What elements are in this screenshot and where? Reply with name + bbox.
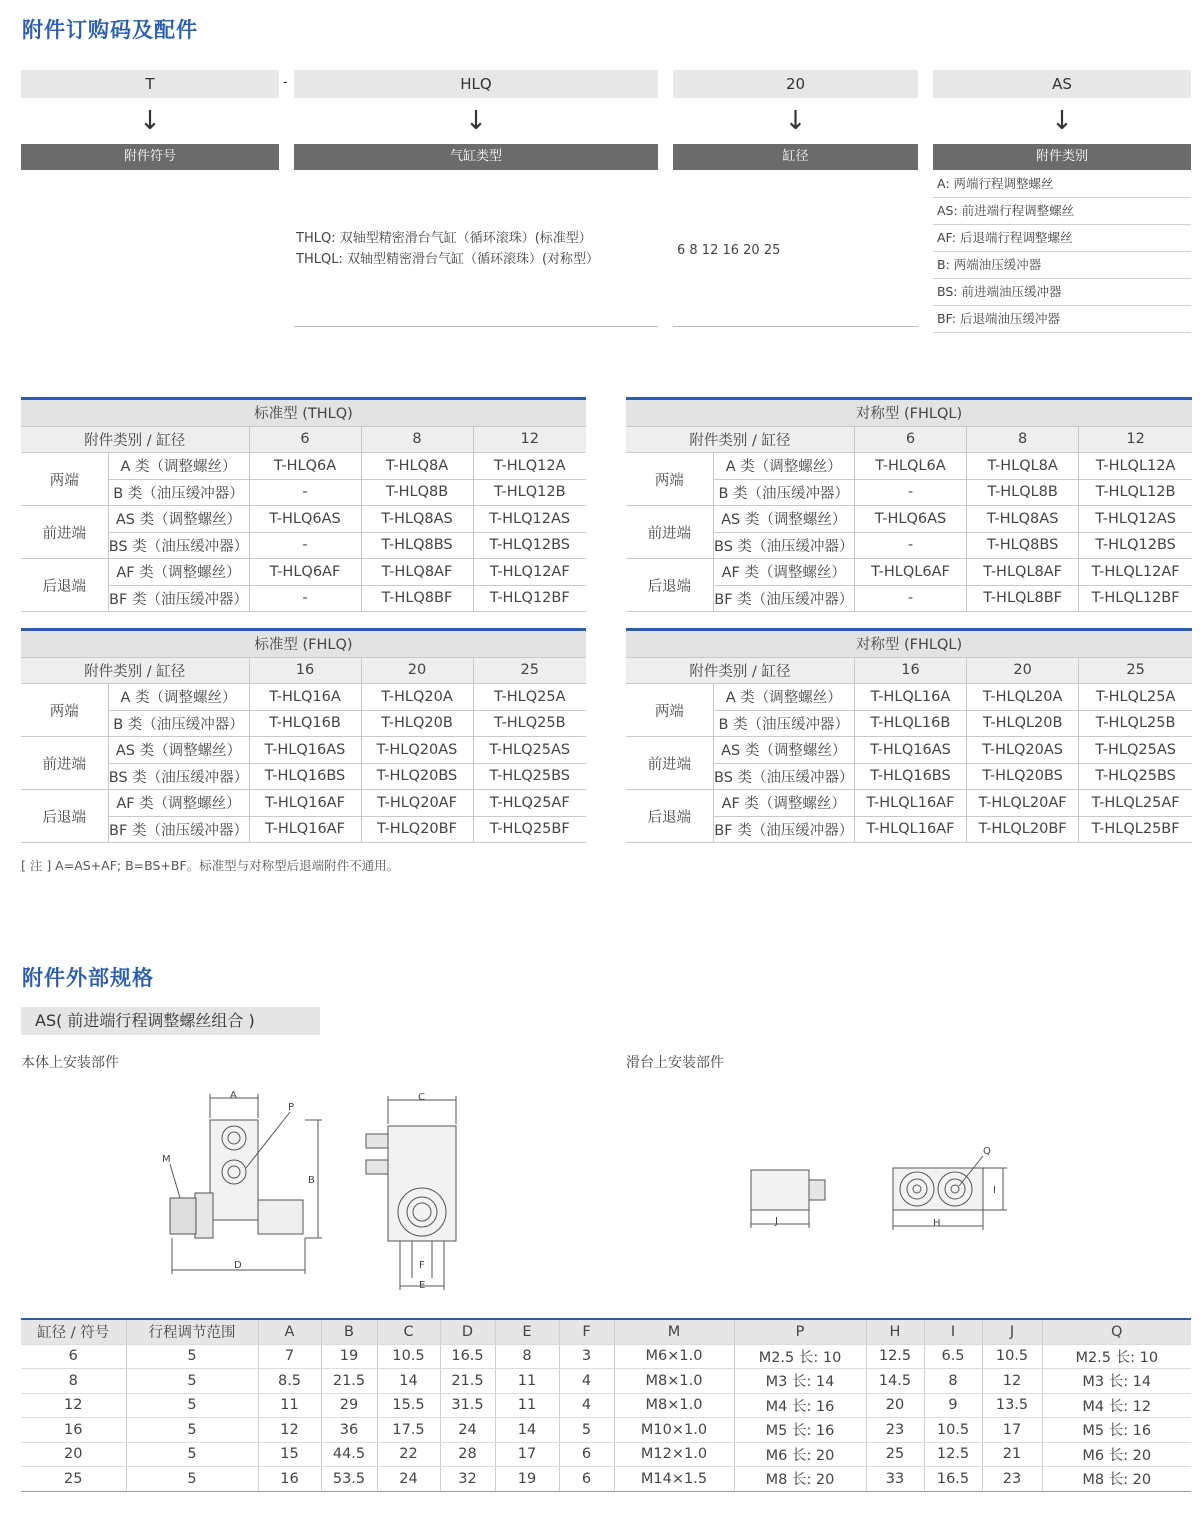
table-cell: T-HLQL8B <box>967 479 1079 506</box>
table-cell: T-HLQL16AF <box>854 816 966 843</box>
table-cell: T-HLQ8A <box>361 453 473 480</box>
table-cell: BS 类（油压缓冲器） <box>713 532 854 559</box>
table-cell: 36 <box>321 1418 377 1443</box>
table-cell: 29 <box>321 1393 377 1418</box>
group-label: 两端 <box>626 684 713 737</box>
table-cell: T-HLQL16B <box>854 710 966 737</box>
table-cell: M10×1.0 <box>614 1418 734 1443</box>
table-cell: T-HLQL25AF <box>1079 790 1192 817</box>
label-body-mounted-part: 本体上安装部件 <box>21 1055 119 1071</box>
table-cell: 17.5 <box>377 1418 440 1443</box>
label-accessory-symbol: 附件符号 <box>21 144 279 170</box>
table-cell: 14 <box>495 1418 559 1443</box>
table-cell: T-HLQ8AS <box>967 506 1079 533</box>
table-cell: T-HLQ20A <box>361 684 473 711</box>
label-accessory-type: 附件类别 <box>933 144 1191 170</box>
table-cell: 12.5 <box>924 1442 982 1467</box>
table-cell: T-HLQL20B <box>967 710 1079 737</box>
list-item: BS: 前进端油压缓冲器 <box>933 279 1191 306</box>
label-slide-mounted-part: 滑台上安装部件 <box>626 1055 724 1071</box>
table-cell: T-HLQ16A <box>249 684 361 711</box>
table-header-cell: 附件类别 / 缸径 <box>626 426 854 453</box>
list-item: AF: 后退端行程调整螺丝 <box>933 225 1191 252</box>
dim-label-j: J <box>775 1216 778 1227</box>
drawing-body-mounted-side <box>150 1088 330 1278</box>
table-cell: T-HLQ16AS <box>854 737 966 764</box>
table-cell: T-HLQ12BF <box>473 585 586 612</box>
table-cell: 12 <box>258 1418 321 1443</box>
table-cell: 5 <box>559 1418 614 1443</box>
down-arrow-icon: ↓ <box>1051 106 1073 136</box>
table-cell: AS 类（调整螺丝） <box>108 737 249 764</box>
table-cell: 19 <box>321 1344 377 1369</box>
table-row <box>21 1442 1191 1467</box>
table-row <box>21 1369 1191 1394</box>
subsection-tag: AS( 前进端行程调整螺丝组合 ) <box>21 1007 320 1035</box>
table-cell: BF 类（油压缓冲器） <box>108 585 249 612</box>
table-cell: AF 类（调整螺丝） <box>713 559 854 586</box>
accessory-code-table <box>626 397 1192 612</box>
divider <box>294 326 658 327</box>
table-cell: 10.5 <box>924 1418 982 1443</box>
table-cell: T-HLQ8AF <box>361 559 473 586</box>
table-cell: 11 <box>495 1369 559 1394</box>
table-cell: T-HLQ25BF <box>473 816 586 843</box>
code-dash: - <box>283 75 288 90</box>
list-item: BF: 后退端油压缓冲器 <box>933 306 1191 333</box>
table-cell: 13.5 <box>982 1393 1042 1418</box>
table-cell: T-HLQL8BF <box>967 585 1079 612</box>
table-cell: T-HLQ16AS <box>249 737 361 764</box>
table-cell: - <box>249 479 361 506</box>
table-cell: BS 类（油压缓冲器） <box>108 532 249 559</box>
table-cell: 5 <box>126 1369 258 1394</box>
dim-label-q: Q <box>983 1146 991 1157</box>
spec-header-cell: I <box>924 1319 982 1344</box>
table-cell: AF 类（调整螺丝） <box>713 790 854 817</box>
table-cell: 14 <box>377 1369 440 1394</box>
table-cell: M3 长: 14 <box>1042 1369 1191 1394</box>
table-cell: 4 <box>559 1393 614 1418</box>
table-cell: T-HLQL12BF <box>1079 585 1192 612</box>
table-cell: T-HLQ6AS <box>249 506 361 533</box>
table-cell: T-HLQ12AF <box>473 559 586 586</box>
table-cell: - <box>854 532 966 559</box>
table-cell: T-HLQL20A <box>967 684 1079 711</box>
group-label: 前进端 <box>626 506 713 559</box>
table-cell: T-HLQ20B <box>361 710 473 737</box>
table-header-cell: 8 <box>967 426 1079 453</box>
accessory-code-table <box>21 397 586 612</box>
table-row <box>21 1393 1191 1418</box>
drawing-slide-mounted-side <box>745 1162 835 1242</box>
dim-label-i: I <box>993 1185 996 1196</box>
table-cell: T-HLQL12A <box>1079 453 1192 480</box>
table-cell: T-HLQL16A <box>854 684 966 711</box>
table-cell: 28 <box>440 1442 495 1467</box>
table-cell: 5 <box>126 1467 258 1492</box>
table-cell: T-HLQ16B <box>249 710 361 737</box>
code-part-type: HLQ <box>294 70 658 98</box>
table-cell: 31.5 <box>440 1393 495 1418</box>
table-cell: A 类（调整螺丝） <box>713 684 854 711</box>
table-cell: 25 <box>21 1467 126 1492</box>
table-row <box>626 737 1192 764</box>
table-cell: 14.5 <box>866 1369 924 1394</box>
table-cell: 33 <box>866 1467 924 1492</box>
table-cell: B 类（油压缓冲器） <box>713 710 854 737</box>
spec-header-cell: C <box>377 1319 440 1344</box>
table-cell: T-HLQ8BS <box>361 532 473 559</box>
table-cell: AF 类（调整螺丝） <box>108 559 249 586</box>
group-label: 前进端 <box>626 737 713 790</box>
table-cell: T-HLQ12A <box>473 453 586 480</box>
table-cell: T-HLQ25BS <box>1079 763 1192 790</box>
table-cell: 16.5 <box>924 1467 982 1492</box>
spec-header-cell: E <box>495 1319 559 1344</box>
table-cell: T-HLQ6AF <box>249 559 361 586</box>
table-cell: 6 <box>21 1344 126 1369</box>
list-item: AS: 前进端行程调整螺丝 <box>933 198 1191 225</box>
label-bore: 缸径 <box>673 144 918 170</box>
table-cell: T-HLQ8B <box>361 479 473 506</box>
table-header-cell: 12 <box>473 426 586 453</box>
table-cell: 25 <box>866 1442 924 1467</box>
table-cell: M8 长: 20 <box>1042 1467 1191 1492</box>
spec-header-cell: Q <box>1042 1319 1191 1344</box>
table-cell: M4 长: 16 <box>734 1393 866 1418</box>
group-label: 两端 <box>21 453 108 506</box>
table-cell: 11 <box>495 1393 559 1418</box>
table-row <box>21 506 586 533</box>
down-arrow-icon: ↓ <box>784 106 807 136</box>
table-cell: 6.5 <box>924 1344 982 1369</box>
table-cell: M6×1.0 <box>614 1344 734 1369</box>
table-cell: M5 长: 16 <box>734 1418 866 1443</box>
table-header-cell: 6 <box>249 426 361 453</box>
table-cell: 15.5 <box>377 1393 440 1418</box>
table-cell: T-HLQL8A <box>967 453 1079 480</box>
table-cell: BF 类（油压缓冲器） <box>713 816 854 843</box>
table-cell: A 类（调整螺丝） <box>713 453 854 480</box>
table-cell: B 类（油压缓冲器） <box>108 710 249 737</box>
table-cell: - <box>249 585 361 612</box>
table-cell: 15 <box>258 1442 321 1467</box>
table-cell: T-HLQ16BS <box>249 763 361 790</box>
table-cell: 3 <box>559 1344 614 1369</box>
accessory-code-table <box>21 628 586 843</box>
drawing-slide-mounted-front <box>885 1138 1015 1238</box>
table-cell: 5 <box>126 1344 258 1369</box>
section-title-external-spec: 附件外部规格 <box>22 966 154 990</box>
table-cell: BF 类（油压缓冲器） <box>108 816 249 843</box>
table-header-cell: 20 <box>967 657 1079 684</box>
table-cell: M2.5 长: 10 <box>1042 1344 1191 1369</box>
table-cell: 5 <box>126 1393 258 1418</box>
table-cell: T-HLQL25B <box>1079 710 1192 737</box>
table-cell: M5 长: 16 <box>1042 1418 1191 1443</box>
drawing-body-mounted-front <box>360 1088 470 1298</box>
accessory-type-list <box>933 171 1191 333</box>
table-header-cell: 16 <box>854 657 966 684</box>
table-cell: T-HLQ20AS <box>361 737 473 764</box>
spec-header-cell: B <box>321 1319 377 1344</box>
table-cell: 20 <box>866 1393 924 1418</box>
code-part-accessory: AS <box>933 70 1191 98</box>
spec-header-cell: P <box>734 1319 866 1344</box>
table-caption: 对称型 (FHLQL) <box>626 399 1192 427</box>
table-row <box>21 559 586 586</box>
table-header-cell: 附件类别 / 缸径 <box>626 657 854 684</box>
table-row <box>21 684 586 711</box>
table-cell: 53.5 <box>321 1467 377 1492</box>
group-label: 后退端 <box>626 790 713 843</box>
table-cell: T-HLQ12AS <box>473 506 586 533</box>
type-line-symmetric: THLQL: 双轴型精密滑台气缸（循环滚珠）(对称型） <box>296 252 600 267</box>
table-cell: T-HLQ12BS <box>1079 532 1192 559</box>
table-cell: T-HLQ16BS <box>854 763 966 790</box>
table-cell: M6 长: 20 <box>734 1442 866 1467</box>
table-cell: 8 <box>924 1369 982 1394</box>
table-cell: T-HLQ20AS <box>967 737 1079 764</box>
dim-label-c: C <box>418 1092 425 1103</box>
table-cell: 5 <box>126 1442 258 1467</box>
table-cell: 11 <box>258 1393 321 1418</box>
table-cell: T-HLQ8BS <box>967 532 1079 559</box>
table-cell: M2.5 长: 10 <box>734 1344 866 1369</box>
table-cell: T-HLQ8AS <box>361 506 473 533</box>
table-cell: T-HLQ12AS <box>1079 506 1192 533</box>
table-cell: - <box>854 585 966 612</box>
divider <box>673 326 918 327</box>
table-cell: M8 长: 20 <box>734 1467 866 1492</box>
table-cell: T-HLQ12B <box>473 479 586 506</box>
table-cell: T-HLQ25B <box>473 710 586 737</box>
table-caption: 对称型 (FHLQL) <box>626 630 1192 658</box>
spec-header-cell: M <box>614 1319 734 1344</box>
group-label: 后退端 <box>21 790 108 843</box>
table-cell: 6 <box>559 1467 614 1492</box>
table-cell: 32 <box>440 1467 495 1492</box>
table-cell: 9 <box>924 1393 982 1418</box>
table-cell: 8 <box>495 1344 559 1369</box>
table-row <box>626 453 1192 480</box>
spec-header-cell: F <box>559 1319 614 1344</box>
table-cell: AF 类（调整螺丝） <box>108 790 249 817</box>
table-cell: 23 <box>866 1418 924 1443</box>
table-cell: BS 类（油压缓冲器） <box>713 763 854 790</box>
table-cell: 20 <box>21 1442 126 1467</box>
table-cell: 10.5 <box>377 1344 440 1369</box>
table-cell: AS 类（调整螺丝） <box>108 506 249 533</box>
dim-label-a: A <box>230 1090 237 1101</box>
table-cell: 5 <box>126 1418 258 1443</box>
table-cell: 8 <box>21 1369 126 1394</box>
table-cell: T-HLQ25AS <box>1079 737 1192 764</box>
table-caption: 标准型 (FHLQ) <box>21 630 586 658</box>
table-cell: T-HLQL16AF <box>854 790 966 817</box>
table-header-cell: 25 <box>1079 657 1192 684</box>
table-cell: AS 类（调整螺丝） <box>713 506 854 533</box>
table-cell: M4 长: 12 <box>1042 1393 1191 1418</box>
table-cell: T-HLQ12BS <box>473 532 586 559</box>
table-header-cell: 附件类别 / 缸径 <box>21 426 249 453</box>
table-cell: 12 <box>21 1393 126 1418</box>
table-cell: - <box>854 479 966 506</box>
table-header-cell: 12 <box>1079 426 1192 453</box>
down-arrow-icon: ↓ <box>465 106 487 136</box>
table-cell: T-HLQL6A <box>854 453 966 480</box>
table-caption: 标准型 (THLQ) <box>21 399 586 427</box>
table-cell: 17 <box>495 1442 559 1467</box>
table-cell: 4 <box>559 1369 614 1394</box>
accessory-code-table <box>626 628 1192 843</box>
down-arrow-icon: ↓ <box>139 106 161 136</box>
spec-table <box>21 1318 1191 1492</box>
spec-header-cell: 行程调节范围 <box>126 1319 258 1344</box>
footnote: [ 注 ] A=AS+AF; B=BS+BF。标准型与对称型后退端附件不通用。 <box>21 858 400 873</box>
table-cell: T-HLQL12AF <box>1079 559 1192 586</box>
group-label: 前进端 <box>21 737 108 790</box>
table-cell: T-HLQ6AS <box>854 506 966 533</box>
table-cell: 16 <box>21 1418 126 1443</box>
table-cell: 21 <box>982 1442 1042 1467</box>
table-cell: 23 <box>982 1467 1042 1492</box>
table-cell: T-HLQ25AF <box>473 790 586 817</box>
table-header-cell: 20 <box>361 657 473 684</box>
table-cell: 8.5 <box>258 1369 321 1394</box>
table-row <box>21 1344 1191 1369</box>
type-line-standard: THLQ: 双轴型精密滑台气缸（循环滚珠）(标准型） <box>296 231 592 246</box>
table-row <box>21 1418 1191 1443</box>
table-cell: T-HLQL20AF <box>967 790 1079 817</box>
table-cell: B 类（油压缓冲器） <box>108 479 249 506</box>
table-cell: T-HLQ25A <box>473 684 586 711</box>
spec-header-cell: J <box>982 1319 1042 1344</box>
group-label: 两端 <box>21 684 108 737</box>
table-cell: 6 <box>559 1442 614 1467</box>
spec-header-cell: D <box>440 1319 495 1344</box>
list-item: A: 两端行程调整螺丝 <box>933 171 1191 198</box>
spec-header-cell: H <box>866 1319 924 1344</box>
table-cell: T-HLQ16AF <box>249 816 361 843</box>
group-label: 前进端 <box>21 506 108 559</box>
group-label: 后退端 <box>21 559 108 612</box>
table-cell: 21.5 <box>440 1369 495 1394</box>
table-cell: M6 长: 20 <box>1042 1442 1191 1467</box>
table-cell: T-HLQL8AF <box>967 559 1079 586</box>
table-header-cell: 6 <box>854 426 966 453</box>
table-cell: 24 <box>440 1418 495 1443</box>
table-cell: T-HLQ25BS <box>473 763 586 790</box>
table-cell: AS 类（调整螺丝） <box>713 737 854 764</box>
table-cell: B 类（油压缓冲器） <box>713 479 854 506</box>
table-header-cell: 8 <box>361 426 473 453</box>
dim-label-e: E <box>419 1280 426 1291</box>
table-cell: A 类（调整螺丝） <box>108 453 249 480</box>
table-row <box>21 1467 1191 1492</box>
dim-label-d: D <box>234 1260 242 1271</box>
table-cell: T-HLQ6A <box>249 453 361 480</box>
list-item: B: 两端油压缓冲器 <box>933 252 1191 279</box>
table-cell: M12×1.0 <box>614 1442 734 1467</box>
table-cell: T-HLQ20BF <box>361 816 473 843</box>
table-cell: M14×1.5 <box>614 1467 734 1492</box>
table-cell: BF 类（油压缓冲器） <box>713 585 854 612</box>
table-header-cell: 16 <box>249 657 361 684</box>
table-cell: T-HLQ8BF <box>361 585 473 612</box>
table-cell: 19 <box>495 1467 559 1492</box>
dim-label-b: B <box>308 1175 315 1186</box>
code-part-symbol: T <box>21 70 279 98</box>
group-label: 后退端 <box>626 559 713 612</box>
table-cell: 12 <box>982 1369 1042 1394</box>
table-cell: M8×1.0 <box>614 1393 734 1418</box>
table-header-cell: 附件类别 / 缸径 <box>21 657 249 684</box>
dim-label-f: F <box>419 1260 425 1271</box>
table-header-cell: 25 <box>473 657 586 684</box>
dim-label-m: M <box>162 1154 171 1165</box>
table-cell: T-HLQL25A <box>1079 684 1192 711</box>
table-cell: 10.5 <box>982 1344 1042 1369</box>
table-cell: 22 <box>377 1442 440 1467</box>
table-row <box>626 684 1192 711</box>
table-cell: T-HLQL12B <box>1079 479 1192 506</box>
spec-header-cell: 缸径 / 符号 <box>21 1319 126 1344</box>
cylinder-type-list <box>296 228 658 270</box>
table-cell: 16.5 <box>440 1344 495 1369</box>
label-cylinder-type: 气缸类型 <box>294 144 658 170</box>
table-row <box>626 790 1192 817</box>
table-cell: T-HLQL20BF <box>967 816 1079 843</box>
table-row <box>626 506 1192 533</box>
spec-header-cell: A <box>258 1319 321 1344</box>
table-row <box>21 453 586 480</box>
table-cell: T-HLQ16AF <box>249 790 361 817</box>
table-cell: BS 类（油压缓冲器） <box>108 763 249 790</box>
table-cell: 44.5 <box>321 1442 377 1467</box>
table-row <box>21 790 586 817</box>
table-cell: T-HLQ20AF <box>361 790 473 817</box>
table-cell: T-HLQ20BS <box>361 763 473 790</box>
table-cell: 12.5 <box>866 1344 924 1369</box>
dim-label-p: P <box>288 1102 295 1113</box>
code-part-bore: 20 <box>673 70 918 98</box>
table-cell: T-HLQL25BF <box>1079 816 1192 843</box>
table-cell: M8×1.0 <box>614 1369 734 1394</box>
table-cell: 7 <box>258 1344 321 1369</box>
section-title-order-code: 附件订购码及配件 <box>22 18 198 42</box>
table-cell: T-HLQ25AS <box>473 737 586 764</box>
table-cell: 21.5 <box>321 1369 377 1394</box>
table-cell: 24 <box>377 1467 440 1492</box>
table-cell: 16 <box>258 1467 321 1492</box>
bore-list: 6 8 12 16 20 25 <box>677 243 781 258</box>
table-cell: T-HLQ20BS <box>967 763 1079 790</box>
table-cell: - <box>249 532 361 559</box>
table-cell: 17 <box>982 1418 1042 1443</box>
table-row <box>626 559 1192 586</box>
table-cell: M3 长: 14 <box>734 1369 866 1394</box>
table-row <box>21 737 586 764</box>
table-cell: A 类（调整螺丝） <box>108 684 249 711</box>
group-label: 两端 <box>626 453 713 506</box>
dim-label-h: H <box>933 1218 941 1229</box>
table-cell: T-HLQL6AF <box>854 559 966 586</box>
